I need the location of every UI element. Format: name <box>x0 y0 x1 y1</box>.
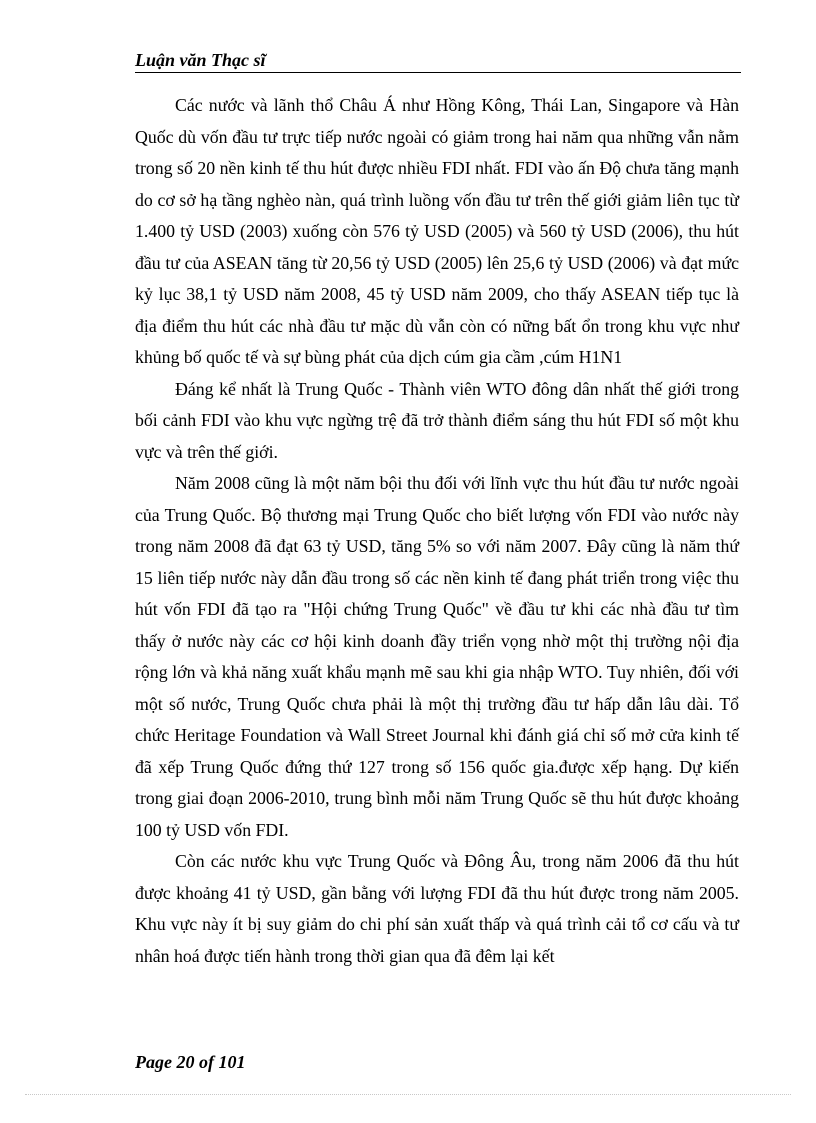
paragraph: Còn các nước khu vực Trung Quốc và Đông Âu, trong năm 2006 đã thu hút được khoảng 41 tỷ USD, gần bằng với lượng FDI đã thu hút được trong năm 2005. Khu vực này ít bị suy giảm do chi phí sản xuất thấp và quá trình cải tổ cơ cấu và tư nhân hoá được tiến hành trong thời gian qua đã đêm lại kết <box>135 851 739 966</box>
page-bottom-divider <box>25 1094 791 1095</box>
header-title: Luận văn Thạc sĩ <box>135 50 266 70</box>
page-number: Page 20 of 101 <box>135 1052 246 1072</box>
paragraph: Các nước và lãnh thổ Châu Á như Hồng Kông, Thái Lan, Singapore và Hàn Quốc dù vốn đầu tư trực tiếp nước ngoài có giảm trong hai năm qua những vẫn nằm trong số 20 nền kinh tế thu hút được nhiều FDI nhất. FDI vào ấn Độ chưa tăng mạnh do cơ sở hạ tầng nghèo nàn, quá trình luồng vốn đầu tư trên thế giới giảm liên tục từ 1.400 tỷ USD (2003) xuống còn 576 tỷ USD (2005) và 560 tỷ USD (2006), thu hút đầu tư của ASEAN tăng từ 20,56 tỷ USD (2005) lên 25,6 tỷ USD (2006) và đạt mức kỷ lục 38,1 tỷ USD năm 2008, 45 tỷ USD năm 2009, cho thấy ASEAN tiếp tục là địa điểm thu hút các nhà đầu tư mặc dù vẫn còn có nững bất ổn trong khu vực như khủng bố quốc tế và sự bùng phát của dịch cúm gia cầm ,cúm H1N1 <box>135 95 739 367</box>
page-footer <box>135 1052 245 1073</box>
document-body <box>135 90 739 972</box>
page-header <box>135 48 741 73</box>
paragraph: Năm 2008 cũng là một năm bội thu đối với lĩnh vực thu hút đầu tư nước ngoài của Trung Quốc. Bộ thương mại Trung Quốc cho biết lượng vốn FDI vào nước này trong năm 2008 đã đạt 63 tỷ USD, tăng 5% so với năm 2007. Đây cũng là năm thứ 15 liên tiếp nước này dẫn đầu trong số các nền kinh tế đang phát triển trong việc thu hút vốn FDI đã tạo ra "Hội chứng Trung Quốc" về đầu tư khi các nhà đầu tư tìm thấy ở nước này các cơ hội kinh doanh đầy triển vọng nhờ một thị trường nội địa rộng lớn và khả năng xuất khẩu mạnh mẽ sau khi gia nhập WTO. Tuy nhiên, đối với một số nước, Trung Quốc chưa phải là một thị trường đầu tư hấp dẫn lâu dài. Tổ chức Heritage Foundation và Wall Street Journal khi đánh giá chỉ số mở cửa kinh tế đã xếp Trung Quốc đứng thứ 127 trong số 156 quốc gia.được xếp hạng. Dự kiến trong giai đoạn 2006-2010, trung bình mỗi năm Trung Quốc sẽ thu hút được khoảng 100 tỷ USD vốn FDI. <box>135 473 739 840</box>
paragraph: Đáng kể nhất là Trung Quốc - Thành viên WTO đông dân nhất thế giới trong bối cảnh FDI vào khu vực ngừng trệ đã trở thành điểm sáng thu hút FDI số một khu vực và trên thế giới. <box>135 378 739 462</box>
